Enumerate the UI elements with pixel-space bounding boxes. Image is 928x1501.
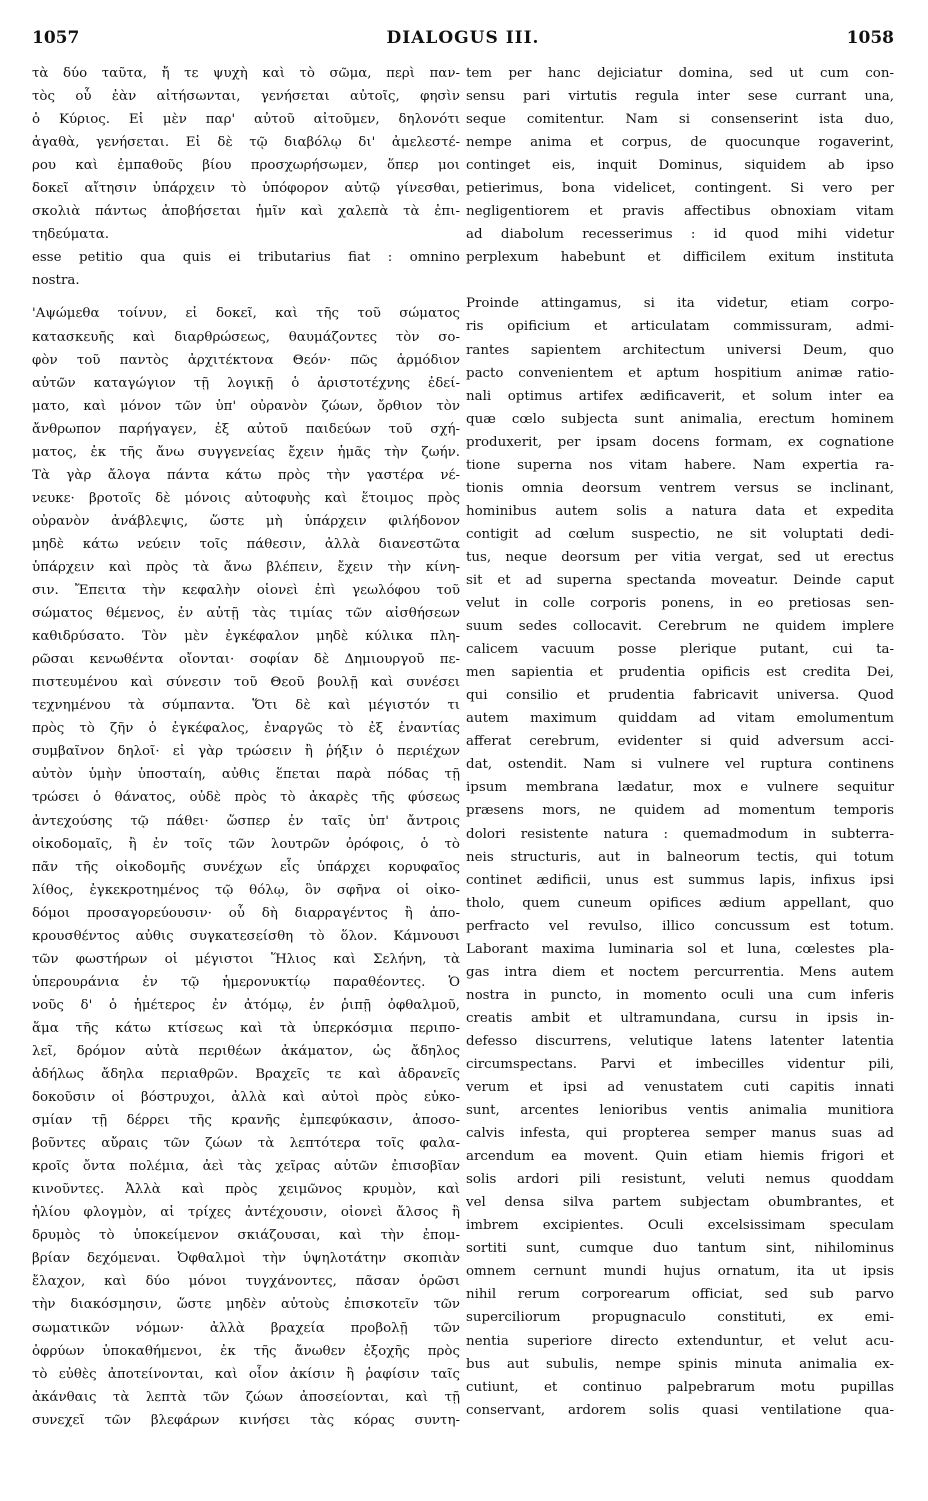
text-line: suum sedes collocavit. Cerebrum ne quidem implere bbox=[466, 619, 894, 635]
greek-column bbox=[32, 62, 460, 1432]
text-line: Laborant maxima luminaria sol et luna, cœlestes pla- bbox=[466, 941, 894, 957]
text-line: σμίαν τῇ δέρρει τῆς κρανῆς ἐμπεφύκασιν, ἀποσο- bbox=[32, 1113, 460, 1129]
text-line: βρίαν δεχόμεναι. Ὀφθαλμοὶ τὴν ὑψηλοτάτην σκοπιὰν bbox=[32, 1251, 460, 1267]
text-line: ὁ Κύριος. Εἰ μὲν παρ' αὐτοῦ αἰτοῦμεν, δηλονότι bbox=[32, 112, 460, 128]
text-line: σώματος θέμενος, ἐν αὐτῇ τὰς τιμίας τῶν αἰσθήσεων bbox=[32, 606, 460, 622]
text-line: ἀντεχούσης τῷ πάθει· ὥσπερ ἐν ταῖς ὑπ' ἄντροις bbox=[32, 813, 460, 829]
text-line: δοκοῦσιν οἱ βόστρυχοι, ἀλλὰ καὶ αὐτοὶ πρὸς εὐκο- bbox=[32, 1090, 460, 1106]
text-line: neis structuris, aut in balneorum tectis, qui totum bbox=[466, 849, 894, 865]
text-line: ὀφρύων ὑποκαθήμενοι, ἐκ τῆς ἄνωθεν ἐξοχῆς πρὸς bbox=[32, 1343, 460, 1359]
text-line: afferat cerebrum, evidenter si quid adversum acci- bbox=[466, 734, 894, 750]
text-line: ἀκάνθαις τὰ λεπτὰ τῶν ζώων ἀποσείονται, καὶ τῇ bbox=[32, 1389, 460, 1405]
text-line: men sapientia et prudentia opificis est credita Dei, bbox=[466, 665, 894, 681]
text-line: nihil rerum corporearum officiat, sed sub parvo bbox=[466, 1287, 894, 1303]
text-line: δοκεῖ αἴτησιν ὑπάρχειν τὸ ὑπόφορον αὐτῷ γίνεσθαι, bbox=[32, 181, 460, 197]
text-line: imbrem excipientes. Oculi excelsissimam speculam bbox=[466, 1218, 894, 1234]
text-line: μηδὲ κάτω νεύειν τοῖς πάθεσιν, ἀλλὰ διανεστῶτα bbox=[32, 536, 460, 552]
latin-paragraph-1 bbox=[466, 62, 894, 269]
text-line: verum et ipsi ad venustatem cuti capitis innati bbox=[466, 1080, 894, 1096]
text-line: κατασκευῆς καὶ διαρθρώσεως, θαυμάζοντες τὸν σο- bbox=[32, 329, 460, 345]
text-line: continet ædificii, unus est summus lapis, infixus ipsi bbox=[466, 872, 894, 888]
text-line: continget eis, inquit Dominus, siquidem ab ipso bbox=[466, 158, 894, 174]
text-line: sit et ad superna spectanda moveatur. Deinde caput bbox=[466, 572, 894, 588]
text-line: pacto convenientem et aptum hospitium animæ ratio- bbox=[466, 365, 894, 381]
left-page-number: 1057 bbox=[32, 28, 80, 48]
text-line: λίθος, ἐγκεκροτημένος τῷ θόλῳ, ὃν σφῆνα οἱ οἰκο- bbox=[32, 882, 460, 898]
text-line: τεχνημένου τὰ σύμπαντα. Ὅτι δὲ καὶ μέγιστόν τι bbox=[32, 698, 460, 714]
text-line: creatis ambit et ultramundana, cursu in ipsis in- bbox=[466, 1010, 894, 1026]
text-line: tholo, quem cuneum opifices ædium appellant, quo bbox=[466, 895, 894, 911]
text-line: quæ cœlo subjecta sunt animalia, erectum hominem bbox=[466, 411, 894, 427]
text-line: autem maximum quiddam ad vitam emolumentum bbox=[466, 711, 894, 727]
text-line: τὴν διακόσμησιν, ὥστε μηδὲν αὐτοὺς ἐπισκοτεῖν τῶν bbox=[32, 1297, 460, 1313]
text-line: ὑπάρχειν καὶ πρὸς τὰ ἄνω βλέπειν, ἔχειν τὴν κίνη- bbox=[32, 559, 460, 575]
text-line: φὸν τοῦ παντὸς ἀρχιτέκτονα Θεόν· πῶς ἁρμόδιον bbox=[32, 352, 460, 368]
text-line: arcendum ea movent. Quin etiam hiemis frigori et bbox=[466, 1149, 894, 1165]
text-line: πᾶν τῆς οἰκοδομῆς συνέχων εἷς ὑπάρχει κορυφαῖος bbox=[32, 859, 460, 875]
text-line: qui consilio et prudentia fabricavit universa. Quod bbox=[466, 688, 894, 704]
text-line: calvis infesta, qui propterea semper manus suas ad bbox=[466, 1126, 894, 1142]
text-line: perplexum habebunt et difficilem exitum instituta bbox=[466, 250, 894, 266]
text-line: negligentiorem et pravis affectibus obnoxiam vitam bbox=[466, 204, 894, 220]
text-line: οἰκοδομαῖς, ἢ ἐν τοῖς τῶν λουτρῶν ὀρόφοις, ὁ τὸ bbox=[32, 836, 460, 852]
text-line: petierimus, bona videlicet, contingent. Si vero per bbox=[466, 181, 894, 197]
text-line: ματο, καὶ μόνον τῶν ὑπ' οὐρανὸν ζώων, ὄρθιον τὸν bbox=[32, 398, 460, 414]
text-line: calicem vacuum posse plerique putant, cui ta- bbox=[466, 642, 894, 658]
text-line: dat, ostendit. Nam si vulnere vel ruptura continens bbox=[466, 757, 894, 773]
text-line: ipsum membrana lædatur, mox e vulnere sequitur bbox=[466, 780, 894, 796]
text-line: nentia superiore directo extenduntur, et velut acu- bbox=[466, 1333, 894, 1349]
text-line: velut in colle corporis ponens, in eo pretiosas sen- bbox=[466, 596, 894, 612]
text-line: gas intra diem et noctem percurrentia. Mens autem bbox=[466, 964, 894, 980]
text-line: contigit ad cœlum suspectio, ne sit voluptati dedi- bbox=[466, 526, 894, 542]
text-line: τὸ εὐθὲς ἀποτείνονται, καὶ οἷον ἀκίσιν ἢ ῥαφίσιν ταῖς bbox=[32, 1366, 460, 1382]
text-line: κινοῦντες. Ἀλλὰ καὶ πρὸς χειμῶνος κρυμὸν, καὶ bbox=[32, 1182, 460, 1198]
greek-paragraph-2 bbox=[32, 302, 460, 1431]
text-line: superciliorum propugnaculo constituti, ex emi- bbox=[466, 1310, 894, 1326]
text-line: circumspectans. Parvi et imbecilles videntur pili, bbox=[466, 1056, 894, 1072]
text-line: πρὸς τὸ ζῆν ὁ ἐγκέφαλος, ἐναργῶς τὸ ἐξ ἐναντίας bbox=[32, 721, 460, 737]
text-line: tem per hanc dejiciatur domina, sed ut cum con- bbox=[466, 66, 894, 81]
text-line: κροῖς ὄντα πολέμια, ἀεὶ τὰς χεῖρας αὐτῶν ἐπισοβῖαν bbox=[32, 1159, 460, 1175]
text-line: τῶν φωστήρων οἱ μέγιστοι Ἥλιος καὶ Σελήνη, τὰ bbox=[32, 951, 460, 967]
text-line: tus, neque deorsum per vitia vergat, sed ut erectus bbox=[466, 549, 894, 565]
text-line: esse petitio qua quis ei tributarius fiat : omnino bbox=[32, 250, 460, 266]
text-line: Τὰ γὰρ ἄλογα πάντα κάτω πρὸς τὴν γαστέρα νέ- bbox=[32, 467, 460, 483]
running-title: DIALOGUS III. bbox=[386, 28, 540, 48]
text-line: perfracto vel revulso, illico concussum est totum. bbox=[466, 918, 894, 934]
text-line: sortiti sunt, cumque duo tantum sint, nihilominus bbox=[466, 1241, 894, 1257]
text-line: tionis omnia deorsum ventrem versus se inclinant, bbox=[466, 480, 894, 496]
text-line: τὰ δύο ταῦτα, ἤ τε ψυχὴ καὶ τὸ σῶμα, περὶ παν- bbox=[32, 66, 460, 81]
text-line: nostra. bbox=[32, 273, 80, 289]
text-line: defesso discurrens, velutique latens latenter latentia bbox=[466, 1033, 894, 1049]
two-column-body bbox=[32, 62, 894, 1432]
text-line: ris opificium et articulatam commissuram, admi- bbox=[466, 319, 894, 335]
text-line: δρυμὸς τὸ ὑποκείμενον σκιάζουσαι, καὶ τὴν ἐπομ- bbox=[32, 1228, 460, 1244]
text-line: βοῦντες αὔραις τῶν ζώων τὰ λεπτότερα τοῖς φαλα- bbox=[32, 1136, 460, 1152]
text-line: συνεχεῖ τῶν βλεφάρων κινήσει τὰς κόρας συντη- bbox=[32, 1412, 460, 1428]
text-line: seque comitentur. Nam si consenserint ista duo, bbox=[466, 112, 894, 128]
text-line: αὐτὸν ὑμὴν ὑποσταίη, αὐθις ἕπεται παρὰ πόδας τῇ bbox=[32, 767, 460, 783]
text-line: σκολιὰ πάντως ἀποβήσεται ἡμῖν καὶ χαλεπὰ τὰ ἐπι- bbox=[32, 204, 460, 220]
text-line: conservant, ardorem solis quasi ventilatione qua- bbox=[466, 1402, 894, 1418]
text-line: σωματικῶν νόμων· ἀλλὰ βραχεία προβολῇ τῶν bbox=[32, 1320, 460, 1336]
text-line: τὸς οὗ ἐὰν αἰτήσωνται, γενήσεται αὐτοῖς, φησὶν bbox=[32, 89, 460, 105]
text-line: cutiunt, et continuo palpebrarum motu pupillas bbox=[466, 1379, 894, 1395]
text-line: ἄνθρωπον παρήγαγεν, ἐξ αὐτοῦ παιδεύων τοῦ σχή- bbox=[32, 421, 460, 437]
text-line: nali optimus artifex ædificaverit, et solum inter ea bbox=[466, 388, 894, 404]
text-line: αὐτῶν καταγώγιον τῇ λογικῇ ὁ ἀριστοτέχνης ἐδεί- bbox=[32, 375, 460, 391]
latin-paragraph-2 bbox=[466, 292, 894, 1421]
text-line: solis ardori pili resistunt, veluti nemus quoddam bbox=[466, 1172, 894, 1188]
text-line: nostra in puncto, in momento oculi una cum inferis bbox=[466, 987, 894, 1003]
text-line: præsens mors, ne quidem ad momentum temporis bbox=[466, 803, 894, 819]
text-line: τηδεύματα. bbox=[32, 227, 110, 243]
text-line: ἡλίου φλογμὸν, αἱ τρίχες ἀντέχουσιν, οἱονεὶ ἄλσος ἢ bbox=[32, 1205, 460, 1221]
text-line: rantes sapientem architectum universi Deum, quo bbox=[466, 342, 894, 358]
text-line: tione superna nos vitam habere. Nam expertia ra- bbox=[466, 457, 894, 473]
text-line: πιστευμένου καὶ σύνεσιν τοῦ Θεοῦ βουλῇ καὶ συνέσει bbox=[32, 675, 460, 691]
page-header bbox=[32, 28, 894, 62]
text-line: νευκε· βροτοῖς δὲ μόνοις αὐτοφυὴς καὶ ἕτοιμος πρὸς bbox=[32, 490, 460, 506]
text-line: ὑπερουράνια ἐν τῷ ἡμερονυκτίῳ παραθέοντες. Ὁ bbox=[32, 974, 460, 990]
text-line: συμβαῖνον δηλοῖ· εἰ γὰρ τρώσειν ἢ ῥήξιν ὁ περιέχων bbox=[32, 744, 460, 760]
text-line: κρουσθέντος αὐθις συγκατεσείσθη τὸ ὅλον. Κάμνουσι bbox=[32, 928, 460, 944]
text-line: ρου καὶ ἐμπαθοῦς βίου προσχωρήσωμεν, ὅπερ μοι bbox=[32, 158, 460, 174]
text-line: ἔλαχον, καὶ δύο μόνοι τυγχάνοντες, πᾶσαν ὁρῶσι bbox=[32, 1274, 460, 1290]
text-line: sunt, arcentes lenioribus ventis animalia munitiora bbox=[466, 1103, 894, 1119]
text-line: Proinde attingamus, si ita videtur, etiam corpo- bbox=[466, 296, 894, 312]
text-line: bus aut subulis, nempe spinis minuta animalia ex- bbox=[466, 1356, 894, 1372]
text-line: λεῖ, δρόμον αὐτὰ περιθέων ἀκάματον, ὡς ἄδηλος bbox=[32, 1043, 460, 1059]
text-line: τρώσει ὁ θάνατος, οὐδὲ πρὸς τὸ ἀκαρὲς τῆς φύσεως bbox=[32, 790, 460, 806]
text-line: δόμοι προσαγορεύουσιν· οὗ δὴ διαρραγέντος ἢ ἀπο- bbox=[32, 905, 460, 921]
latin-overflow-lines bbox=[32, 246, 460, 292]
latin-column bbox=[466, 62, 894, 1432]
text-line: ἀδήλως ἄδηλα περιαθρῶν. Βραχεῖς τε καὶ ἀδρανεῖς bbox=[32, 1067, 460, 1083]
text-line: omnem cernunt mundi hujus ornatum, ita ut ipsis bbox=[466, 1264, 894, 1280]
text-line: σιν. Ἔπειτα τὴν κεφαλὴν οἱονεὶ ἐπὶ γεωλόφου τοῦ bbox=[32, 583, 460, 599]
right-page-number: 1058 bbox=[846, 28, 894, 48]
text-line: ματος, ἐκ τῆς ἄνω συγγενείας ἔχειν ἡμᾶς τὴν ζωήν. bbox=[32, 444, 460, 460]
text-line: nempe anima et corpus, de quocunque rogaverint, bbox=[466, 135, 894, 151]
text-line: καθιδρύσατο. Τὸν μὲν ἐγκέφαλον μηδὲ κύλικα πλη- bbox=[32, 629, 460, 645]
text-line: hominibus autem solis a natura data et expedita bbox=[466, 503, 894, 519]
text-line: ἀγαθὰ, γενήσεται. Εἰ δὲ τῷ διαβόλῳ δι' ἀμελεστέ- bbox=[32, 135, 460, 151]
text-line: dolori resistente natura : quemadmodum in subterra- bbox=[466, 826, 894, 842]
text-line: sensu pari virtutis regula inter sese currant una, bbox=[466, 89, 894, 105]
text-line: ρῶσαι κενωθέντα οἴονται· σοφίαν δὲ Δημιουργοῦ πε- bbox=[32, 652, 460, 668]
text-line: ἅμα τῆς κάτω κτίσεως καὶ τὰ ὑπερκόσμια περιπο- bbox=[32, 1020, 460, 1036]
text-line: οὐρανὸν ἀνάβλεψις, ὥστε μὴ ὑπάρχειν φιλήδονον bbox=[32, 513, 460, 529]
text-line: ad diabolum recesserimus : id quod mihi videtur bbox=[466, 227, 894, 243]
text-line: vel densa silva partem subjectam obumbrantes, et bbox=[466, 1195, 894, 1211]
greek-paragraph-1 bbox=[32, 62, 460, 246]
text-line: 'Αψώμεθα τοίνυν, εἰ δοκεῖ, καὶ τῆς τοῦ σώματος bbox=[32, 306, 460, 322]
text-line: νοῦς δ' ὁ ἡμέτερος ἐν ἀτόμῳ, ἐν ῥιπῇ ὀφθαλμοῦ, bbox=[32, 997, 460, 1013]
text-line: produxerit, per ipsam docens formam, ex cognatione bbox=[466, 434, 894, 450]
